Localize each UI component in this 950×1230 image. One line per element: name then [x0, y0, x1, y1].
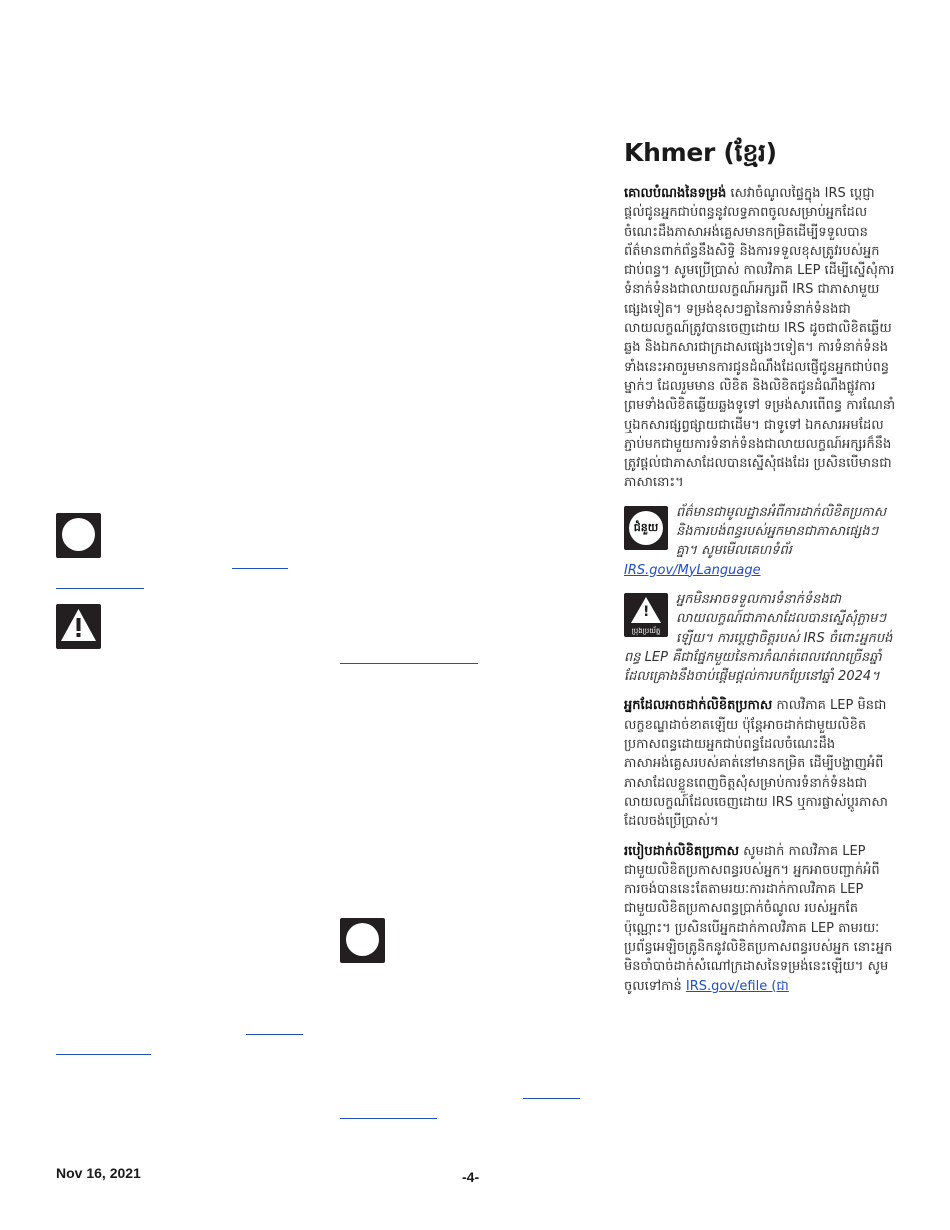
caution-icon-caption: ប្រុងប្រយ័ត្ន — [631, 626, 661, 635]
purpose-paragraph — [624, 184, 896, 493]
footer-date: Nov 16, 2021 — [56, 1165, 141, 1181]
how-to-file-label: របៀបដាក់លិខិតប្រកាស — [624, 843, 740, 859]
page-number: -4- — [462, 1169, 480, 1185]
purpose-text: សេវាចំណូលផ្ទៃក្នុង IRS ប្តេជ្ញាផ្តល់ជូនអ្នកជាប់ពន្ធនូវលទ្ធភាពចូលសម្រាប់អ្នកដែលចំណេះដឹងភាសាអង់គ្លេសមានកម្រិតដើម្បីទទួលបានព័ត៌មានពាក់ព័ន្ធនឹងសិទ្ធិ និងការទទួលខុសត្រូវរបស់អ្នកជាប់ពន្ធ។ សូមប្រើប្រាស់ កាលវិភាគ LEP ដើម្បីស្នើសុំការទំនាក់ទំនងជាលាយលក្ខណ៍អក្សរពី IRS ជាភាសាមួយផ្សេងទៀត។ ទម្រង់ខុសៗគ្នានៃការទំនាក់ទំនងជាលាយលក្ខណ៍ត្រូវបានចេញដោយ IRS ដូចជាលិខិតឆ្លើយឆ្លង និងឯកសារជាក្រដាសផ្សេងៗទៀត។ ការទំនាក់ទំនងទាំងនេះអាចរួមមានការជូនដំណឹងដែលផ្ញើជូនអ្នកជាប់ពន្ធម្នាក់ៗ ដែលរួមមាន លិខិត និងលិខិតជូនដំណឹងផ្លូវការ ព្រមទាំងលិខិតឆ្លើយឆ្លងទូទៅ ទម្រង់សារពើពន្ធ ការណែនាំ ឬឯកសារផ្សព្វផ្សាយជាដើម។ ជាទូទៅ ឯកសារអមដែលភ្ជាប់មកជាមួយការទំនាក់ទំនងជាលាយលក្ខណ៍អក្សរក៏នឹងត្រូវផ្តល់ជាភាសាដែលបានស្នើសុំផងដែរ ប្រសិនបើមានជាភាសានោះ។ — [624, 186, 896, 491]
help-icon-left — [56, 513, 101, 558]
link-underline[interactable] — [340, 1118, 437, 1119]
link-underline[interactable] — [340, 663, 478, 664]
section-heading: Khmer (ខ្មែរ) — [624, 138, 777, 167]
help-icon — [624, 506, 668, 550]
exclamation-icon: ! — [643, 603, 650, 620]
caution-note — [624, 590, 896, 686]
link-underline[interactable] — [56, 1054, 151, 1055]
mylanguage-link[interactable]: IRS.gov/MyLanguage — [624, 562, 761, 578]
purpose-label: គោលបំណងនៃទម្រង់ — [624, 186, 727, 201]
who-can-file-label: អ្នកដែលអាចដាក់លិខិតប្រកាស — [624, 698, 773, 714]
caution-icon-left — [56, 604, 101, 649]
help-note-text: ព័ត៌មានជាមូលដ្ឋានអំពីការដាក់លិខិតប្រកាស និងការបង់ពន្ធរបស់អ្នកមានជាភាសាផ្សេងៗគ្នា។ សូមមើលគេហទំព័រ — [676, 504, 887, 559]
caution-icon — [624, 593, 668, 637]
efile-link[interactable]: IRS.gov/efile (ជា — [685, 978, 789, 994]
link-underline[interactable] — [232, 568, 288, 569]
who-can-file-paragraph — [624, 696, 896, 831]
khmer-section — [624, 138, 896, 1006]
help-icon-label: ជំនួយ — [629, 511, 663, 545]
help-icon-middle — [340, 918, 385, 963]
caution-note-text: អ្នកមិនអាចទទួលការទំនាក់ទំនងជាលាយលក្ខណ៍ជាភាសាដែលបានស្នើសុំភ្លាមៗឡើយ។ ការប្តេជ្ញាចិត្តរបស់ IRS ចំពោះអ្នកបង់ពន្ធ LEP គឺជាផ្នែកមួយនៃការកំណត់ពេលវេលាច្រើនឆ្នាំ ដែលគ្រោងនឹងចាប់ផ្តើមផ្តល់ការបកប្រែនៅឆ្នាំ 2024។ — [624, 591, 893, 685]
how-to-file-paragraph — [624, 842, 896, 996]
link-underline[interactable] — [523, 1098, 580, 1099]
link-underline[interactable] — [246, 1034, 303, 1035]
link-underline[interactable] — [56, 588, 144, 589]
who-can-file-text: កាលវិភាគ LEP មិនជាលក្ខខណ្ឌដាច់ខាតឡើយ ប៉ុន្តែអាចដាក់ជាមួយលិខិតប្រកាសពន្ធដោយអ្នកជាប់ពន្ធដែលចំណេះដឹងភាសាអង់គ្លេសរបស់គាត់នៅមានកម្រិត ដើម្បីបង្ហាញអំពីភាសាដែលខ្លួនពេញចិត្តសុំសម្រាប់ការទំនាក់ទំនងជាលាយលក្ខណ៍ដែលចេញដោយ IRS ឬការផ្លាស់ប្តូរភាសាដែលចង់ប្រើប្រាស់។ — [624, 698, 888, 830]
help-note — [624, 503, 896, 580]
how-to-file-text: សូមដាក់ កាលវិភាគ LEP ជាមួយលិខិតប្រកាសពន្ធរបស់អ្នក។ អ្នកអាចបញ្ជាក់អំពីការចង់បាននេះតែតាមរយៈការដាក់កាលវិភាគ LEP ជាមួយលិខិតប្រកាសពន្ធប្រាក់ចំណូល របស់អ្នកតែប៉ុណ្ណោះ។ ប្រសិនបើអ្នកដាក់កាលវិភាគ LEP តាមរយៈប្រព័ន្ធអេឡិចត្រូនិកនូវលិខិតប្រកាសពន្ធរបស់អ្នក នោះអ្នកមិនចាំបាច់ដាក់សំណៅក្រដាសនៃទម្រង់នេះឡើយ។ សូមចូលទៅកាន់ — [624, 843, 893, 994]
